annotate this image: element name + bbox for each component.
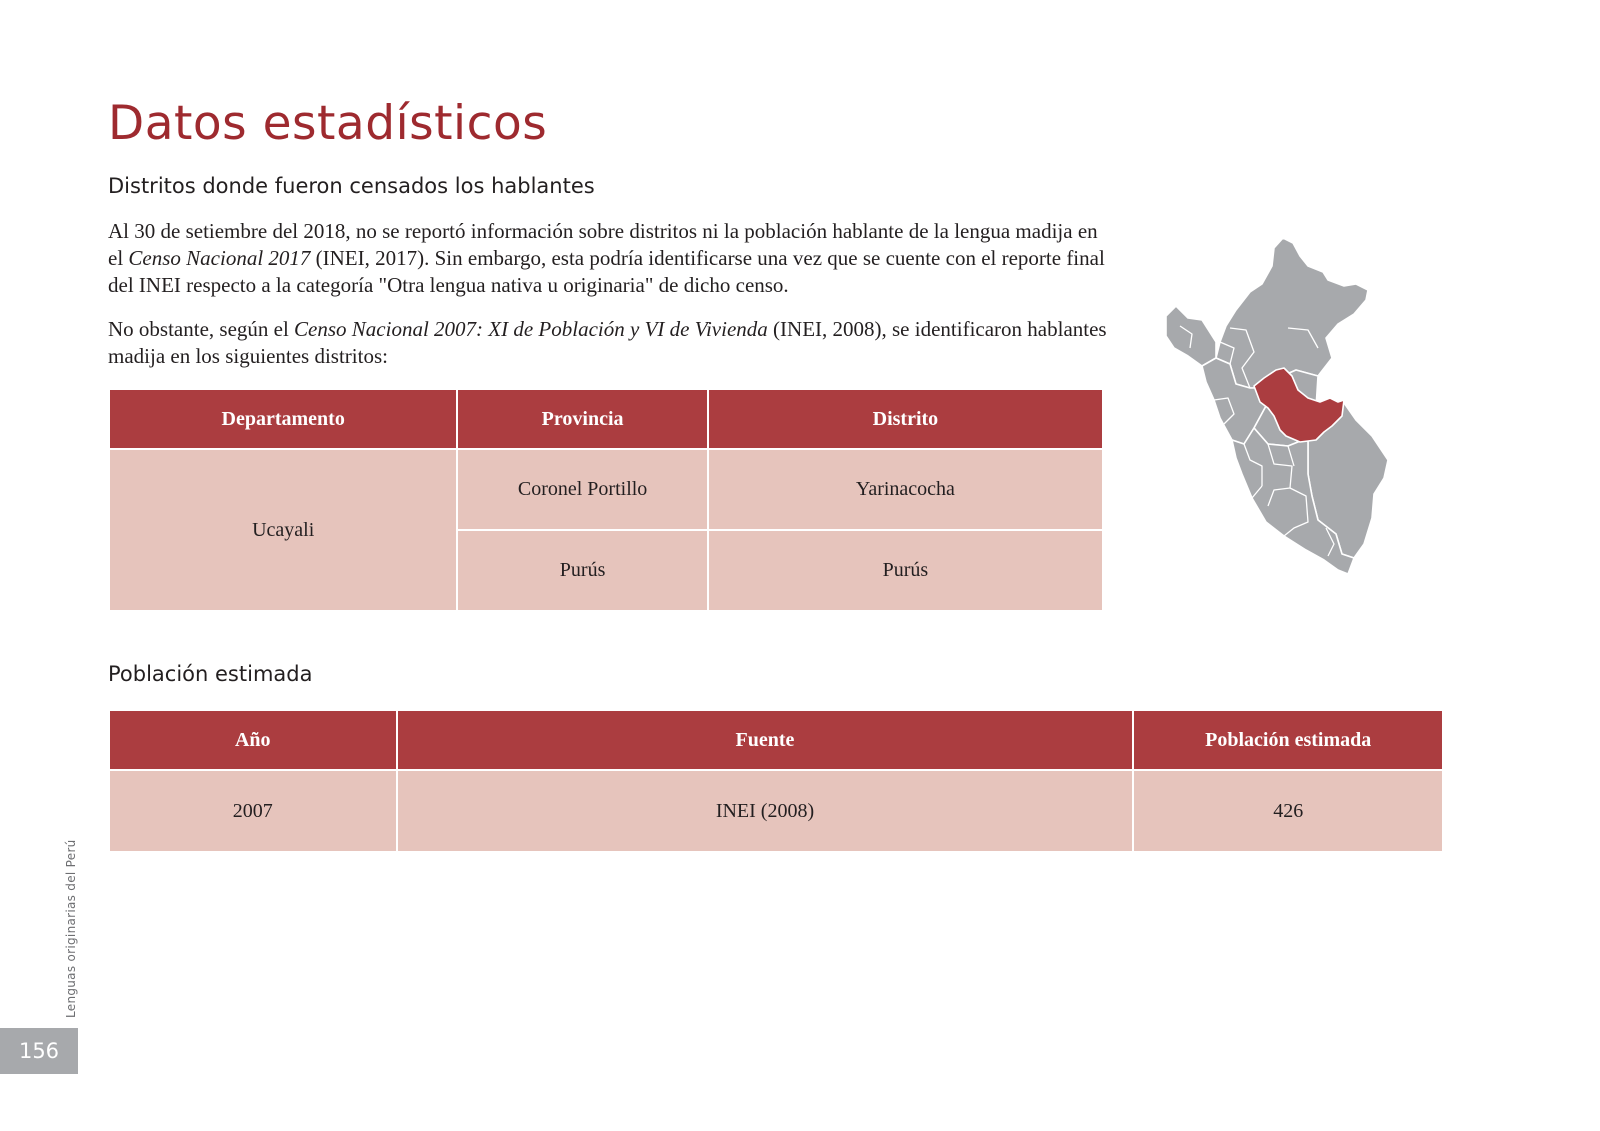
table-header-row [109,710,1443,770]
paragraph-text: (INEI, 2008), se identificaron hablantes madija en los siguientes distritos: [108,317,1107,368]
header-distrito: Distrito [708,389,1103,449]
page-number: 156 [0,1028,78,1074]
census-2017-title: Censo Nacional 2017 [128,246,311,270]
page-title: Datos estadísticos [108,96,548,151]
cell-distrito: Purús [708,530,1103,611]
section-heading-population: Población estimada [108,662,313,686]
table-row [109,770,1443,852]
header-anio: Año [109,710,397,770]
section-heading-districts: Distritos donde fueron censados los hablantes [108,174,595,198]
table-header-row [109,389,1103,449]
cell-poblacion: 426 [1133,770,1443,852]
paragraph-census-2007 [108,316,1108,370]
paragraph-text: Al 30 de setiembre del 2018, no se reportó información sobre distritos ni la población hablante de la lengua madija en el [108,219,1098,270]
header-departamento: Departamento [109,389,457,449]
header-provincia: Provincia [457,389,708,449]
census-2007-title: Censo Nacional 2007: XI de Población y VI de Vivienda [294,317,768,341]
book-title-vertical: Lenguas originarias del Perú [64,839,78,1018]
cell-departamento: Ucayali [109,449,457,611]
cell-anio: 2007 [109,770,397,852]
table-row [109,449,1103,530]
header-poblacion: Población estimada [1133,710,1443,770]
peru-map-image [1158,238,1398,588]
paragraph-text: (INEI, 2017). Sin embargo, esta podría identificarse una vez que se cuente con el reporte final del INEI respecto a la categoría "Otra lengua nativa u originaria" de dicho censo. [108,246,1105,297]
districts-table [108,388,1104,612]
cell-fuente: INEI (2008) [397,770,1134,852]
header-fuente: Fuente [397,710,1134,770]
cell-provincia: Coronel Portillo [457,449,708,530]
map-region-north [1216,238,1368,388]
population-table [108,709,1444,853]
map-region-coast-north [1166,306,1216,366]
paragraph-text: No obstante, según el [108,317,295,341]
cell-distrito: Yarinacocha [708,449,1103,530]
cell-provincia: Purús [457,530,708,611]
paragraph-census-2017 [108,218,1108,299]
